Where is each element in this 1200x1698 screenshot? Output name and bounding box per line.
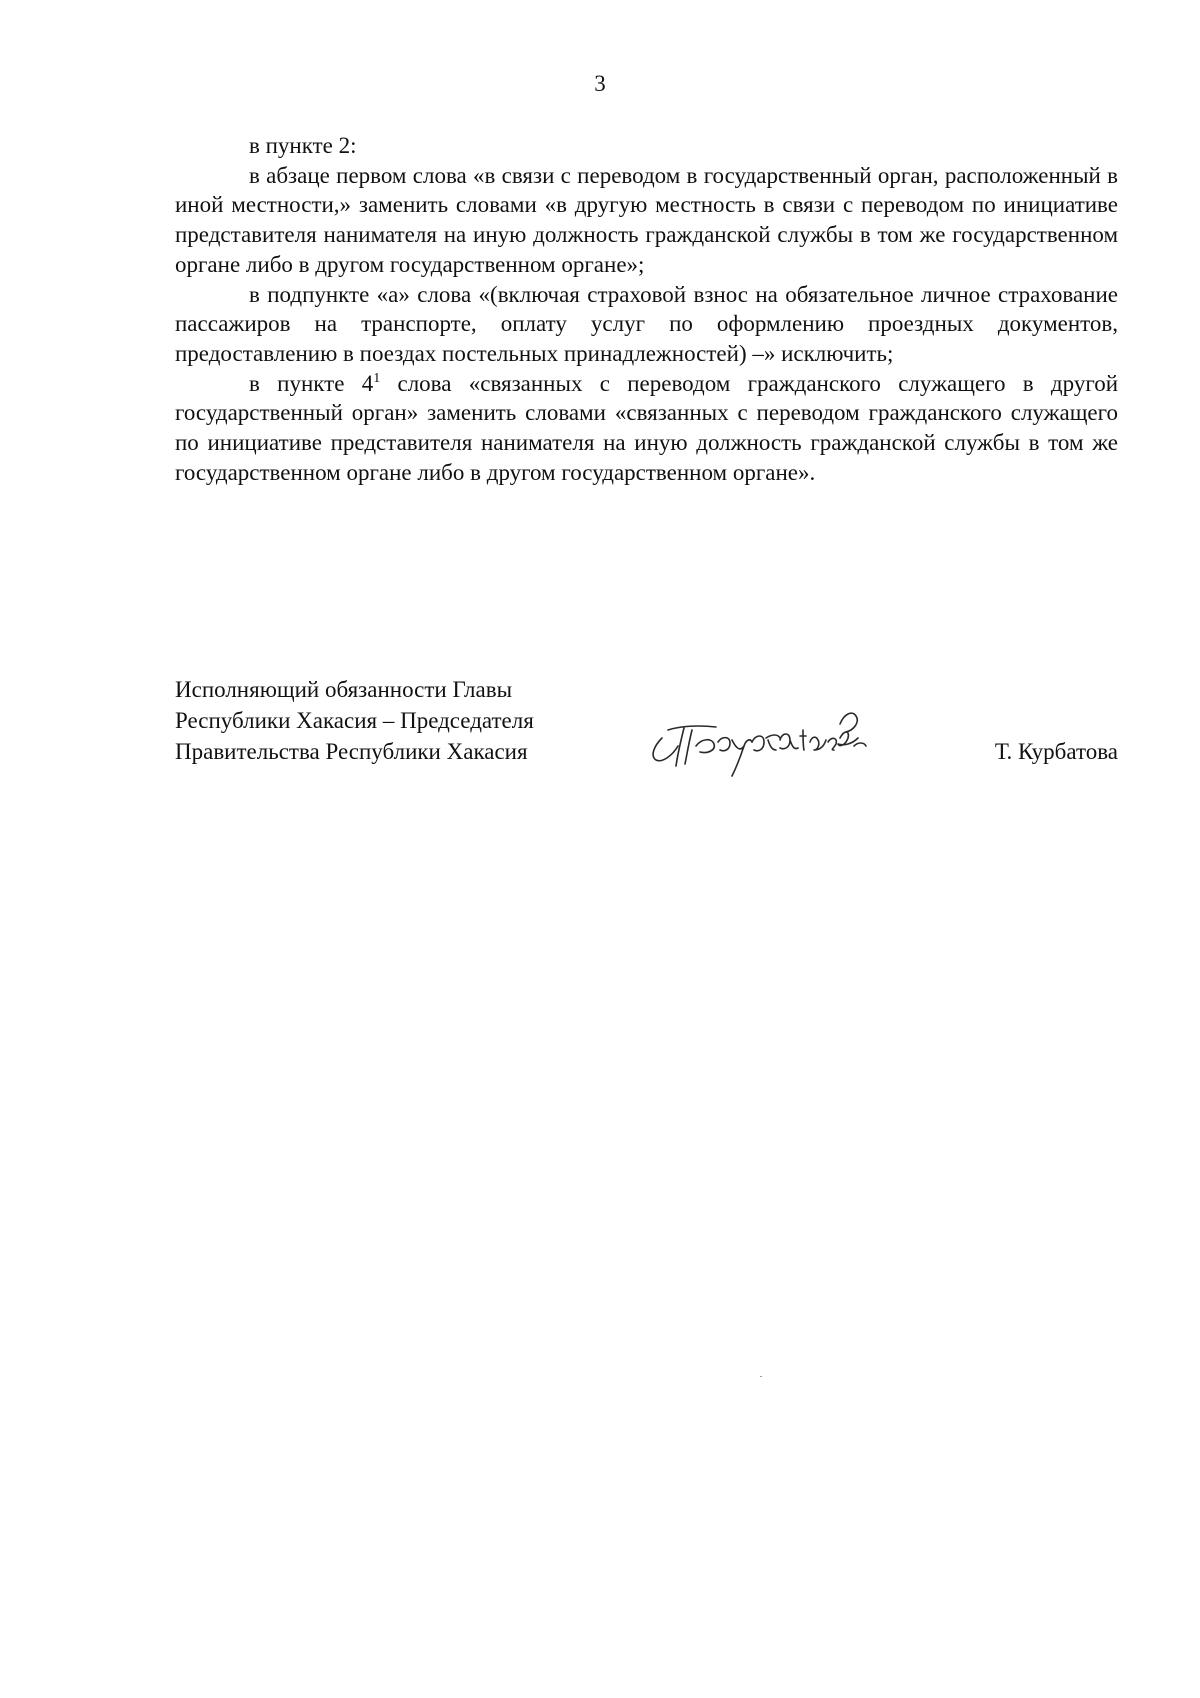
signer-position xyxy=(175,674,625,767)
paragraph-item-4-1 xyxy=(175,369,1118,488)
document-body xyxy=(175,131,1118,487)
signer-name: Т. Курбатова xyxy=(994,739,1118,764)
signature-block xyxy=(175,674,1118,784)
page-number: 3 xyxy=(594,71,606,96)
paragraph-item-4-1-start: в пункте 4 xyxy=(249,370,374,396)
paragraph-item-2: в пункте 2: xyxy=(249,133,357,158)
superscript-index: 1 xyxy=(373,370,381,386)
paragraph-item-4-1-rest: слова «связанных с переводом гражданского служащего в другой государственный орган» заменить словами «связанных с переводом гражданского служащего по инициативе представителя нанимателя на иную должность гражданской службы в том же государственном органе либо в другом государственном органе». xyxy=(175,370,1118,485)
paragraph-first-abzac: в абзаце первом слова «в связи с переводом в государственный орган, расположенный в иной местности,» заменить словами «в другую местность в связи с переводом по инициативе представителя нанимателя на иную должность гражданской службы в том же государственном органе либо в другом государственном органе»; xyxy=(175,162,1118,277)
signer-position-line-2: Республики Хакасия – Председателя xyxy=(175,708,534,733)
scan-speck xyxy=(760,1376,762,1377)
signer-position-line-3: Правительства Республики Хакасия xyxy=(175,739,528,764)
paragraph-subitem-a: в подпункте «а» слова «(включая страховой взнос на обязательное личное страхование пассажиров на транспорте, оплату услуг по оформлению проездных документов, предоставлению в поездах постельных принадлежностей) –» исключить; xyxy=(175,281,1118,366)
signer-position-line-1: Исполняющий обязанности Главы xyxy=(175,677,513,702)
handwritten-signature xyxy=(640,680,880,780)
